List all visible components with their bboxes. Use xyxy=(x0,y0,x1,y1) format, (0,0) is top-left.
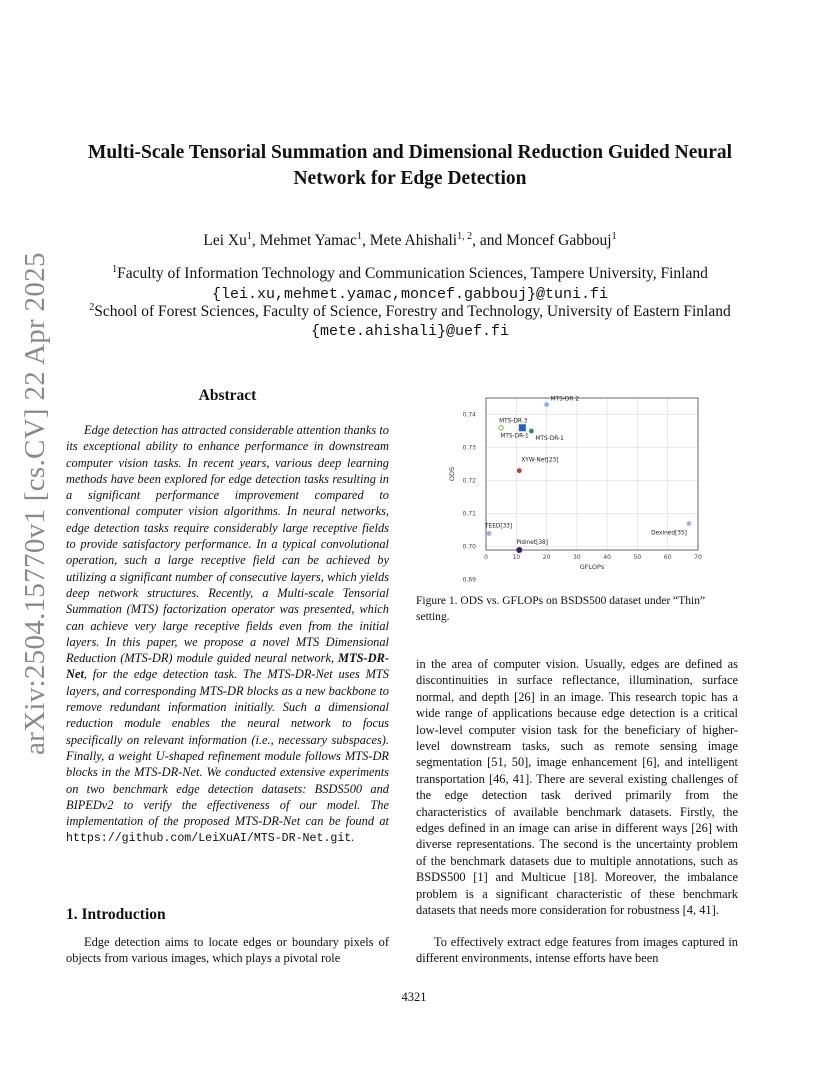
github-link[interactable]: https://github.com/LeiXuAI/MTS-DR-Net.git xyxy=(66,832,352,846)
data-point-label: MTS-DR-1 xyxy=(535,436,564,443)
title-line-2: Network for Edge Detection xyxy=(293,168,527,189)
email-1: {lei.xu,mehmet.yamac,moncef.gabbouj}@tuni.fi xyxy=(211,286,609,303)
x-tick-label: 10 xyxy=(512,554,521,561)
author-list xyxy=(60,232,760,250)
affiliation-2-sup: 2 xyxy=(89,302,95,313)
author-affiliation-sup: 1 xyxy=(611,231,617,242)
abstract-text-part-1: Edge detection has attracted considerable attention thanks to its exceptional ability to enhance performance in downstream computer vision tasks. In recent years, various deep learning methods have been explored for edge detection tasks resulting in a significant performance improvement compared to conventional computer vision algorithms. In neural networks, edge detection tasks require considerably large receptive fields to provide satisfactory performance. In a typical convolutional operation, such a large receptive field can be achieved by utilizing a significant number of consecutive layers, which yields deep network structures. Recently, a Multi-scale Tensorial Summation (MTS) factorization operator was presented, which can achieve very large receptive fields even from the initial layers. In this paper, we propose a novel MTS Dimensional Reduction (MTS-DR) module guided neural network, xyxy=(66,423,389,666)
data-point-label: MTS-DR 3 xyxy=(499,418,528,425)
y-tick-label: 0.74 xyxy=(462,411,476,419)
author-separator: , xyxy=(361,232,370,249)
y-tick-label: 0.71 xyxy=(462,510,476,518)
abstract-text-part-2: , for the edge detection task. The MTS-DR-Net uses MTS layers, and corresponding MTS-DR blocks as a new backbone to remove redundant information initially. Such a dimensional reduction module enables the neural network to focus specifically on relevant information (i.e., necessary subspaces). Finally, a weight U-shaped refinement module follows MTS-DR blocks in the MTS-DR-Net. We conducted extensive experiments on two benchmark edge detection datasets: BSDS500 and BIPEDv2 to verify the effectiveness of our model. The implementation of the proposed MTS-DR-Net can be found at xyxy=(66,667,389,829)
intro-paragraph-1-right: in the area of computer vision. Usually, edges are defined as discontinuities in surface reflectance, illumination, surface normal, and depth [26] in an image. This research topic has a wide range of applications because edge detection is a critical low-level computer vision task for the beneficiary of higher-level downstream tasks, such as remote sensing image segmentation [51, 50], image enhancement [6], and intelligent transportation [46, 41]. There are several existing challenges of the edge detection task derived primarily from the characteristics of available benchmark datasets. Firstly, the edges defined in an image can arise in different ways [26] with diverse representations. The second is the uncertainty problem of the benchmark datasets due to multiple annotations, such as BSDS500 [1] and Multicue [18]. Moreover, the imbalance problem is a significant characteristic of these benchmark datasets that needs more consideration for robustness [4, 41]. xyxy=(416,657,738,918)
data-point xyxy=(687,521,692,526)
chart-ticks xyxy=(463,412,702,584)
abstract-heading: Abstract xyxy=(198,387,257,404)
author-name: Moncef Gabbouj xyxy=(506,232,612,249)
y-tick-label: 0.72 xyxy=(462,477,476,485)
arxiv-identifier-stamp: arXiv:2504.15770v1 [cs.CV] 22 Apr 2025 xyxy=(19,252,51,755)
title-line-1: Multi-Scale Tensorial Summation and Dimensional Reduction Guided Neural xyxy=(87,142,733,163)
figure-1-caption: Figure 1. ODS vs. GFLOPs on BSDS500 dataset under “Thin” setting. xyxy=(416,595,706,623)
x-tick-label: 50 xyxy=(633,554,642,561)
affiliation-1 xyxy=(60,265,760,283)
intro-paragraph-1-left: Edge detection aims to locate edges or boundary pixels of objects from various images, which plays a pivotal role xyxy=(66,935,389,966)
chart-points xyxy=(484,397,691,553)
x-tick-label: 30 xyxy=(573,554,581,561)
y-tick-label: 0.70 xyxy=(462,543,476,551)
author-affiliation-sup: 1 xyxy=(246,231,252,242)
data-point xyxy=(516,547,522,553)
abstract-end: . xyxy=(351,830,355,845)
author-affiliation-sup: 1 xyxy=(356,231,362,242)
data-point xyxy=(529,429,534,434)
x-tick-label: 70 xyxy=(694,554,702,561)
x-tick-label: 20 xyxy=(542,554,551,561)
introduction-heading: 1. Introduction xyxy=(66,906,166,923)
y-tick-label: 0.69 xyxy=(462,576,476,584)
affiliation-2-text: School of Forest Sciences, Faculty of Science, Forestry and Technology, University of Eastern Finland xyxy=(94,303,731,320)
abstract-body xyxy=(66,422,389,848)
model-name: MTS-DR-Net xyxy=(66,651,389,682)
paper-title xyxy=(60,140,760,192)
intro-paragraph-2: To effectively extract edge features from images captured in different environments, intense efforts have been xyxy=(416,935,738,966)
affiliation-1-sup: 1 xyxy=(112,264,118,275)
y-axis-label: ODS xyxy=(448,466,456,482)
affiliation-1-text: Faculty of Information Technology and Communication Sciences, Tampere University, Finland xyxy=(117,265,708,282)
data-point-label: MTS-DR-1 xyxy=(500,433,529,440)
data-point xyxy=(487,531,492,536)
data-point xyxy=(519,424,526,431)
data-point-label: XYW-Net[23] xyxy=(521,457,559,464)
ods-vs-gflops-chart xyxy=(440,392,720,584)
author-affiliation-sup: 1, 2 xyxy=(457,231,473,242)
author-name: Lei Xu xyxy=(203,232,247,249)
data-point xyxy=(499,426,503,430)
data-point-label: MTS-DR 2 xyxy=(550,396,579,403)
author-name: Mehmet Yamac xyxy=(259,232,357,249)
data-point xyxy=(544,402,549,407)
x-tick-label: 60 xyxy=(663,554,672,561)
x-tick-label: 40 xyxy=(603,554,611,561)
email-2: {mete.ahishali}@uef.fi xyxy=(310,323,510,340)
data-point-label: TEED[33] xyxy=(485,523,513,530)
page-number: 4321 xyxy=(401,990,427,1004)
data-point-label: Pidinet[38] xyxy=(516,540,549,546)
x-axis-label: GFLOPs xyxy=(579,563,605,571)
affiliation-2 xyxy=(60,303,760,321)
author-separator: , xyxy=(251,232,260,249)
author-name: Mete Ahishali xyxy=(369,232,458,249)
y-tick-label: 0.73 xyxy=(462,444,476,452)
author-separator: , and xyxy=(472,232,507,249)
data-point-label: Dexined[35] xyxy=(651,530,687,537)
x-tick-label: 0 xyxy=(484,554,488,561)
data-point xyxy=(517,468,522,473)
